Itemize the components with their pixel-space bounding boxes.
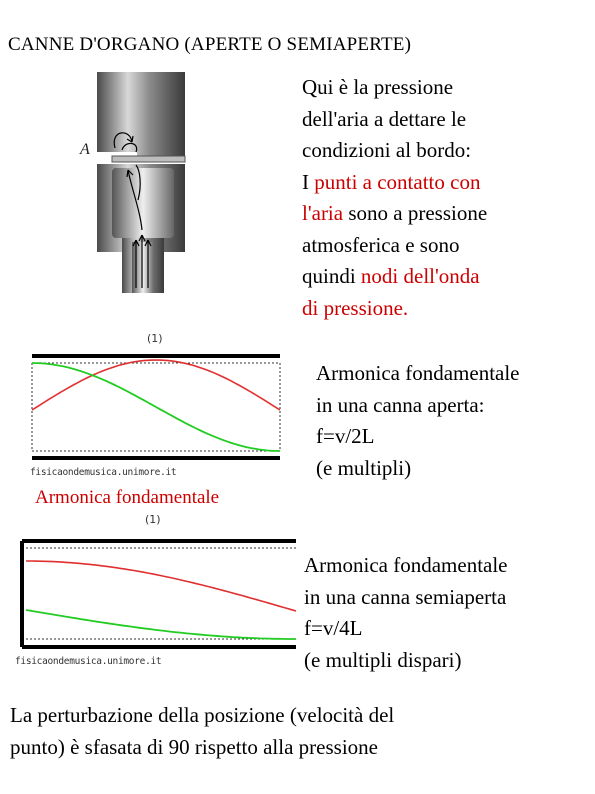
desc-line: Armonica fondamentale <box>316 361 520 385</box>
figure-label-open: (1) <box>147 332 163 345</box>
intro-paragraph <box>302 72 592 324</box>
semi-open-pipe-wave-figure <box>18 535 296 653</box>
desc-line: (e multipli) <box>316 455 412 480</box>
pipe-languid <box>112 156 185 162</box>
pipe-inner-bore <box>112 168 174 238</box>
phase-note <box>10 700 590 763</box>
intro-highlight: nodi dell'onda <box>360 264 480 288</box>
intro-line <box>302 261 592 293</box>
intro-highlight: l'aria <box>302 201 344 225</box>
desc-line: in una canna aperta: <box>316 392 485 417</box>
desc-line: Armonica fondamentale <box>304 553 508 577</box>
open-pipe-description <box>316 358 592 484</box>
intro-line <box>302 293 592 325</box>
intro-line: Qui è la pressione <box>302 75 454 99</box>
intro-line: dell'aria a dettare le <box>302 106 467 131</box>
intro-highlight: punti a contatto con <box>314 169 481 194</box>
pipe-foot-bore <box>132 242 154 293</box>
pipe-label-a: A <box>80 141 90 158</box>
displacement-wave <box>26 610 296 639</box>
semi-open-pipe-description <box>304 550 592 676</box>
figure-credit: fisicaondemusica.unimore.it <box>15 656 162 667</box>
desc-line: f=v/4L <box>304 616 363 640</box>
intro-line: atmosferica e sono <box>302 232 460 257</box>
intro-text: sono a pressione <box>343 201 488 225</box>
desc-line: (e multipli dispari) <box>304 647 462 672</box>
intro-line: condizioni al bordo: <box>302 138 472 162</box>
figure-label-semi: (1) <box>145 513 161 526</box>
pressure-wave <box>26 561 296 611</box>
open-pipe-wave-figure <box>28 350 286 465</box>
intro-text: quindi <box>302 264 361 288</box>
open-pipe-caption: Armonica fondamentale <box>35 487 220 508</box>
phase-note-line: punto) è sfasata di 90 rispetto alla pressione <box>10 734 378 759</box>
intro-line <box>302 198 592 230</box>
desc-line: in una canna semiaperta <box>304 584 507 609</box>
organ-pipe-illustration <box>70 70 200 295</box>
intro-highlight: di pressione. <box>302 295 409 320</box>
phase-note-line: La perturbazione della posizione (velocità del <box>10 703 395 727</box>
figure-credit: fisicaondemusica.unimore.it <box>30 467 177 478</box>
desc-line: f=v/2L <box>316 424 375 448</box>
pipe-upper-body <box>97 72 185 157</box>
displacement-wave <box>32 363 280 451</box>
intro-line <box>302 167 592 199</box>
page-title: CANNE D'ORGANO (APERTE O SEMIAPERTE) <box>8 34 412 55</box>
intro-text: I <box>302 169 315 194</box>
